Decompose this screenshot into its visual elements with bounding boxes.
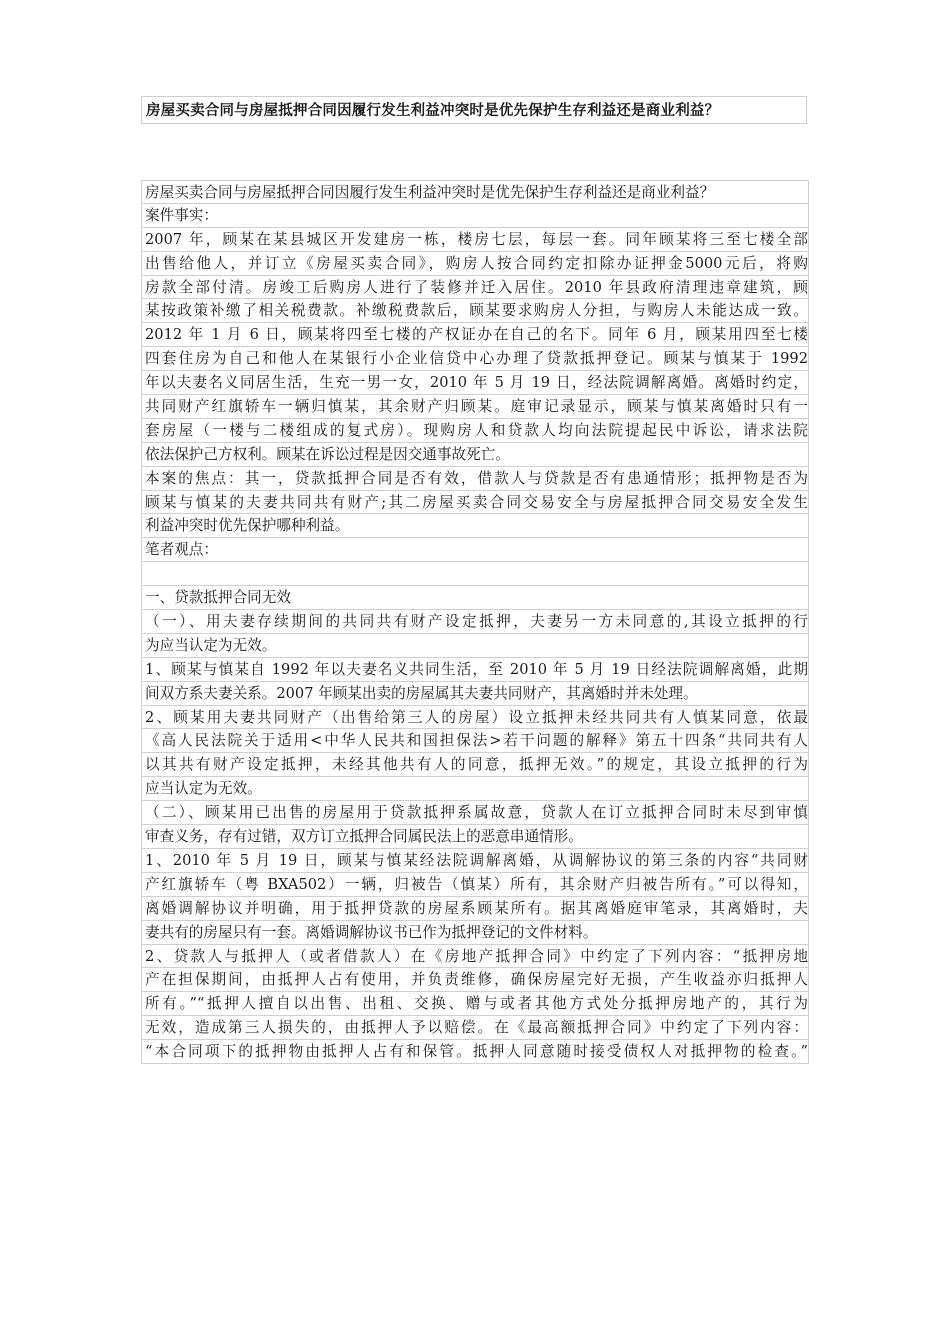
document-body — [141, 180, 809, 1064]
text-line: 一、贷款抵押合同无效 — [141, 586, 809, 610]
text-line: 2007 年，顾某在某县城区开发建房一栋，楼房七层，每层一套。同年顾某将三至七楼全部 — [141, 228, 809, 252]
blank-line — [141, 562, 809, 586]
text-line: 2、顾某用夫妻共同财产（出售给第三人的房屋）设立抵押未经共同共有人慎某同意，依最 — [141, 706, 809, 730]
text-line: （一）、用夫妻存续期间的共同共有财产设定抵押，夫妻另一方未同意的,其设立抵押的行 — [141, 610, 809, 634]
text-line: 为应当认定为无效。 — [141, 634, 809, 658]
text-line: 所有。”“抵押人擅自以出售、出租、交换、赠与或者其他方式处分抵押房地产的，其行为 — [141, 992, 809, 1016]
text-line: 2012 年 1 月 6 日，顾某将四至七楼的产权证办在自己的名下。同年 6 月，顾某用四至七楼 — [141, 323, 809, 347]
text-line: 年以夫妻名义同居生活，生充一男一女，2010 年 5 月 19 日，经法院调解离婚。离婚时约定， — [141, 371, 809, 395]
text-line: 审查义务，存有过错，双方订立抵押合同属民法上的恶意串通情形。 — [141, 825, 809, 849]
text-line: 套房屋（一楼与二楼组成的复式房）。现购房人和贷款人均向法院提起民中诉讼，请求法院 — [141, 419, 809, 443]
text-line: 依法保护己方权利。顾某在诉讼过程是因交通事故死亡。 — [141, 443, 809, 467]
text-line: 房屋买卖合同与房屋抵押合同因履行发生利益冲突时是优先保护生存利益还是商业利益？ — [141, 180, 809, 204]
text-line: 妻共有的房屋只有一套。离婚调解协议书已作为抵押登记的文件材料。 — [141, 921, 809, 945]
text-line: 《高人民法院关于适用<中华人民共和国担保法>若干问题的解释》第五十四条“共同共有人 — [141, 729, 809, 753]
text-line: 产在担保期间，由抵押人占有使用，并负责维修，确保房屋完好无损，产生收益亦归抵押人 — [141, 968, 809, 992]
text-line: 2、贷款人与抵押人（或者借款人）在《房地产抵押合同》中约定了下列内容：“抵押房地 — [141, 945, 809, 969]
document-title: 房屋买卖合同与房屋抵押合同因履行发生利益冲突时是优先保护生存利益还是商业利益？ — [146, 103, 720, 119]
text-line: 顾某与慎某的夫妻共同共有财产;其二房屋买卖合同交易安全与房屋抵押合同交易安全发生 — [141, 491, 809, 515]
text-line: 房款全部付清。房竣工后购房人进行了装修并迁入居住。2010 年县政府清理违章建筑，顾 — [141, 276, 809, 300]
text-line: 离婚调解协议并明确，用于抵押贷款的房屋系顾某所有。据其离婚庭审笔录，其离婚时，夫 — [141, 897, 809, 921]
text-line: 本案的焦点：其一，贷款抵押合同是否有效，借款人与贷款是否有患通情形；抵押物是否为 — [141, 467, 809, 491]
text-line: 产红旗轿车（粤 BXA502）一辆，归被告（慎某）所有，其余财产归被告所有。”可以得知， — [141, 873, 809, 897]
text-line: 某按政策补缴了相关税费款。补缴税费款后，顾某要求购房人分担，与购房人未能达成一致。 — [141, 299, 809, 323]
text-line: “本合同项下的抵押物由抵押人占有和保管。抵押人同意随时接受债权人对抵押物的检查。” — [141, 1040, 809, 1064]
text-line: 1、2010 年 5 月 19 日，顾某与慎某经法院调解离婚，从调解协议的第三条的内容“共同财 — [141, 849, 809, 873]
text-line: 笔者观点： — [141, 538, 809, 562]
text-line: 无效，造成第三人损失的，由抵押人予以赔偿。在《最高额抵押合同》中约定了下列内容： — [141, 1016, 809, 1040]
text-line: 四套住房为自己和他人在某银行小企业信贷中心办理了贷款抵押登记。顾某与慎某于 1992 — [141, 347, 809, 371]
text-line: 共同财产红旗轿车一辆归慎某，其余财产归顾某。庭审记录显示，顾某与慎某离婚时只有一 — [141, 395, 809, 419]
text-line: 应当认定为无效。 — [141, 777, 809, 801]
text-line: 1、顾某与慎某自 1992 年以夫妻名义共同生活，至 2010 年 5 月 19 日经法院调解离婚，此期 — [141, 658, 809, 682]
text-line: 利益冲突时优先保护哪种利益。 — [141, 514, 809, 538]
text-line: 以其共有财产设定抵押，未经其他共有人的同意，抵押无效。”的规定，其设立抵押的行为 — [141, 753, 809, 777]
text-line: 间双方系夫妻关系。2007 年顾某出卖的房屋属其夫妻共同财产，其离婚时并未处理。 — [141, 682, 809, 706]
text-line: 出售给他人，并订立《房屋买卖合同》，购房人按合同约定扣除办证押金5000元后，将购 — [141, 252, 809, 276]
text-line: 案件事实： — [141, 204, 809, 228]
text-line: （二）、顾某用已出售的房屋用于贷款抵押系属故意，贷款人在订立抵押合同时未尽到审慎 — [141, 801, 809, 825]
